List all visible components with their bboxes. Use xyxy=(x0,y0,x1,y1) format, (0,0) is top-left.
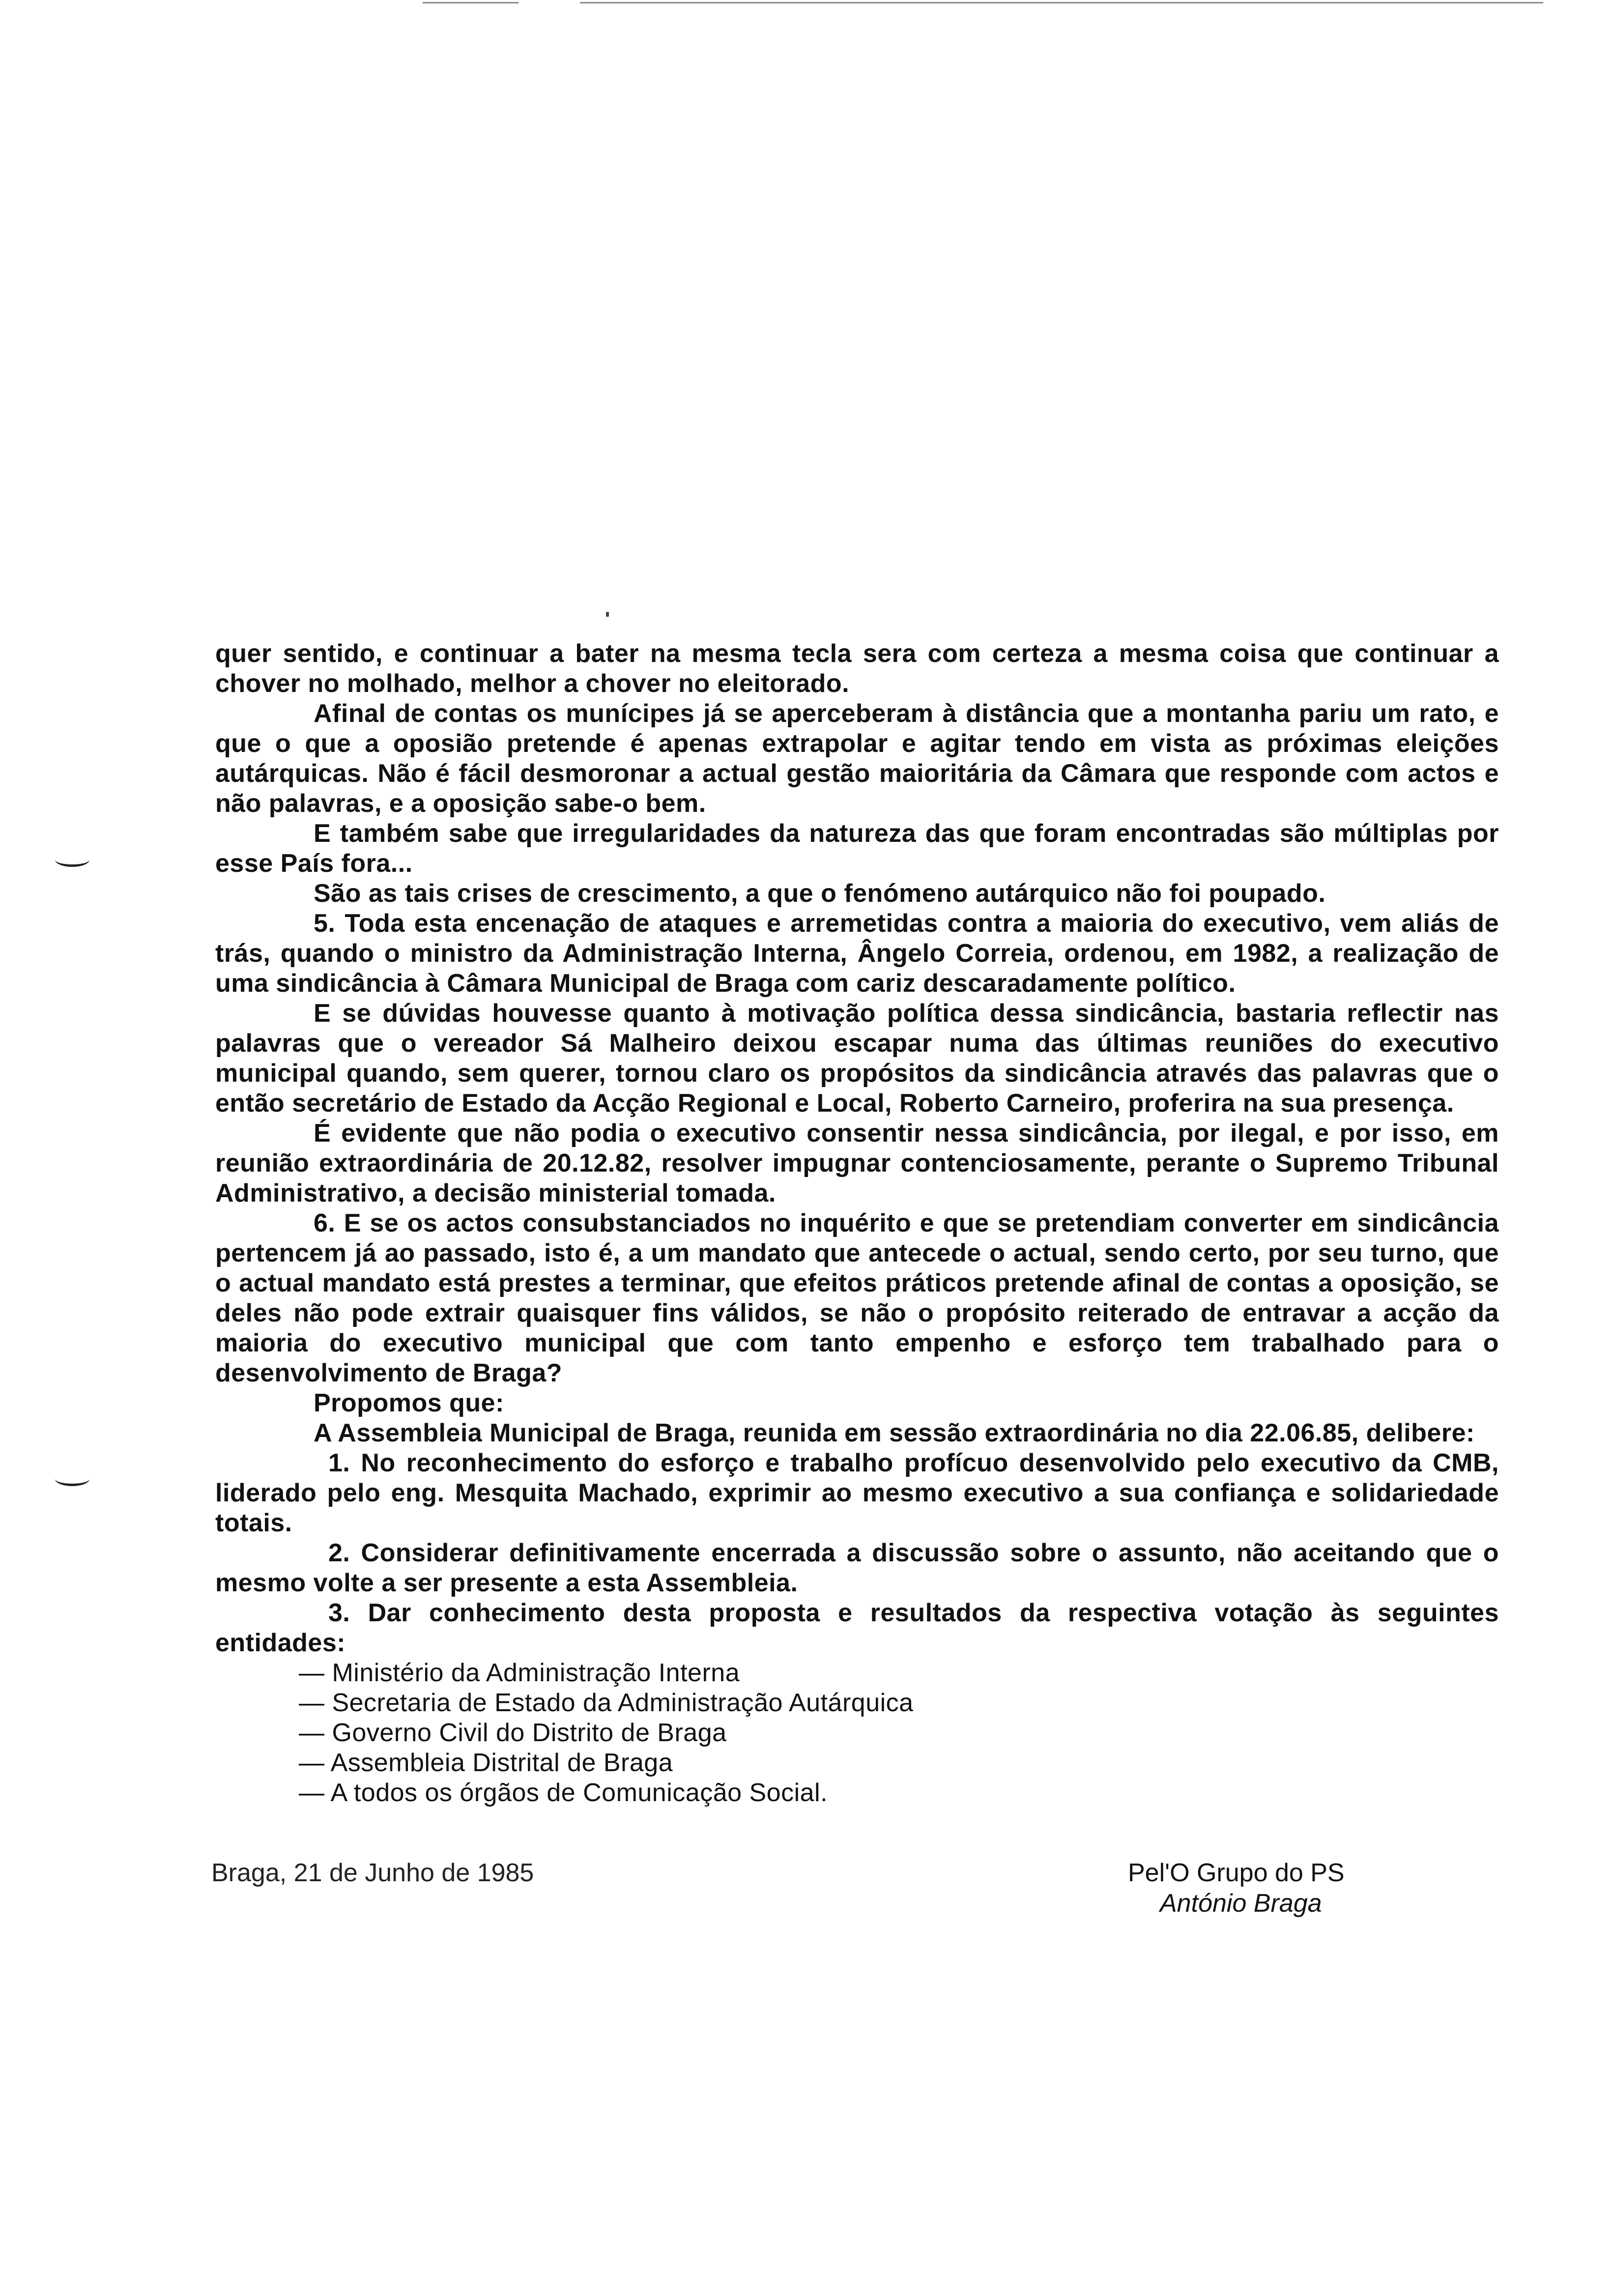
list-item: — Ministério da Administração Interna xyxy=(299,1659,740,1687)
entities-list xyxy=(215,1658,1499,1808)
paragraph-propomos: Propomos que: xyxy=(314,1389,504,1417)
proposal-item-1: 1. No reconhecimento do esforço e trabalho profícuo desenvolvido pelo executivo da CMB, liderado pelo eng. Mesquita Machado, exprimir ao mesmo executivo a sua confiança e solidariedade totais. xyxy=(215,1449,1499,1537)
paragraph-assembleia: A Assembleia Municipal de Braga, reunida em sessão extraordinária no dia 22.06.85, delibere: xyxy=(314,1419,1475,1447)
paragraph-point-5: 5. Toda esta encenação de ataques e arremetidas contra a maioria do executivo, vem aliás de trás, quando o ministro da Administração Interna, Ângelo Correia, ordenou, em 1982, a realização de uma sindicância à Câmara Municipal de Braga com cariz descaradamente político. xyxy=(215,909,1499,998)
paragraph-continuation: quer sentido, e continuar a bater na mesma tecla sera com certeza a mesma coisa que continuar a chover no molhado, melhor a chover no eleitorado. xyxy=(215,639,1499,698)
margin-mark-lower xyxy=(55,1472,89,1486)
paragraph-irregularidades: E também sabe que irregularidades da natureza das que foram encontradas são múltiplas por esse País fora... xyxy=(215,819,1499,878)
paragraph-duvidas: E se dúvidas houvesse quanto à motivação política dessa sindicância, bastaria reflectir nas palavras que o vereador Sá Malheiro deixou escapar numa das últimas reuniões do executivo municipal quando, sem querer, tornou claro os propósitos da sindicância através das palavras que o então secretário de Estado da Acção Regional e Local, Roberto Carneiro, proferira na sua presença. xyxy=(215,999,1499,1118)
list-item: — Assembleia Distrital de Braga xyxy=(299,1749,673,1777)
document-body xyxy=(215,639,1499,1808)
paragraph-point-6: 6. E se os actos consubstanciados no inquérito e que se pretendiam converter em sindicância pertencem já ao passado, isto é, a um mandato que antecede o actual, sendo certo, por seu turno, que o actual mandato está prestes a terminar, que efeitos práticos pretende afinal de contas a oposição, se deles não pode extrair quaisquer fins válidos, se não o propósito reiterado de entravar a acção da maioria do executivo municipal que com tanto empenho e esforço tem trabalhado para o desenvolvimento de Braga? xyxy=(215,1209,1499,1387)
margin-mark-upper xyxy=(55,853,89,867)
proposal-item-2: 2. Considerar definitivamente encerrada a discussão sobre o assunto, não aceitando que o mesmo volte a ser presente a esta Assembleia. xyxy=(215,1539,1499,1597)
signature-name: António Braga xyxy=(1160,1889,1322,1918)
list-item: — A todos os órgãos de Comunicação Social. xyxy=(299,1779,828,1807)
signature-group: Pel'O Grupo do PS xyxy=(1128,1859,1345,1887)
list-item: — Secretaria de Estado da Administração Autárquica xyxy=(299,1689,914,1717)
scan-speck xyxy=(606,612,609,617)
paragraph-municipes: Afinal de contas os munícipes já se aperceberam à distância que a montanha pariu um rato, e que o que a oposião pretende é apenas extrapolar e agitar tendo em vista as próximas eleições autárquicas. Não é fácil desmoronar a actual gestão maioritária da Câmara que responde com actos e não palavras, e a oposição sabe-o bem. xyxy=(215,699,1499,818)
signature-block xyxy=(1128,1858,1403,1919)
place-date: Braga, 21 de Junho de 1985 xyxy=(211,1859,534,1887)
list-item: — Governo Civil do Distrito de Braga xyxy=(299,1719,727,1747)
scan-top-rule-left xyxy=(423,2,518,3)
paragraph-evidente: É evidente que não podia o executivo consentir nessa sindicância, por ilegal, e por isso, em reunião extraordinária de 20.12.82, resolver impugnar contenciosamente, perante o Supremo Tribunal Administrativo, a decisão ministerial tomada. xyxy=(215,1119,1499,1207)
scan-top-rule-right xyxy=(580,2,1543,3)
paragraph-crises: São as tais crises de crescimento, a que o fenómeno autárquico não foi poupado. xyxy=(314,879,1326,908)
proposal-item-3: 3. Dar conhecimento desta proposta e resultados da respectiva votação às seguintes entidades: xyxy=(215,1599,1499,1657)
